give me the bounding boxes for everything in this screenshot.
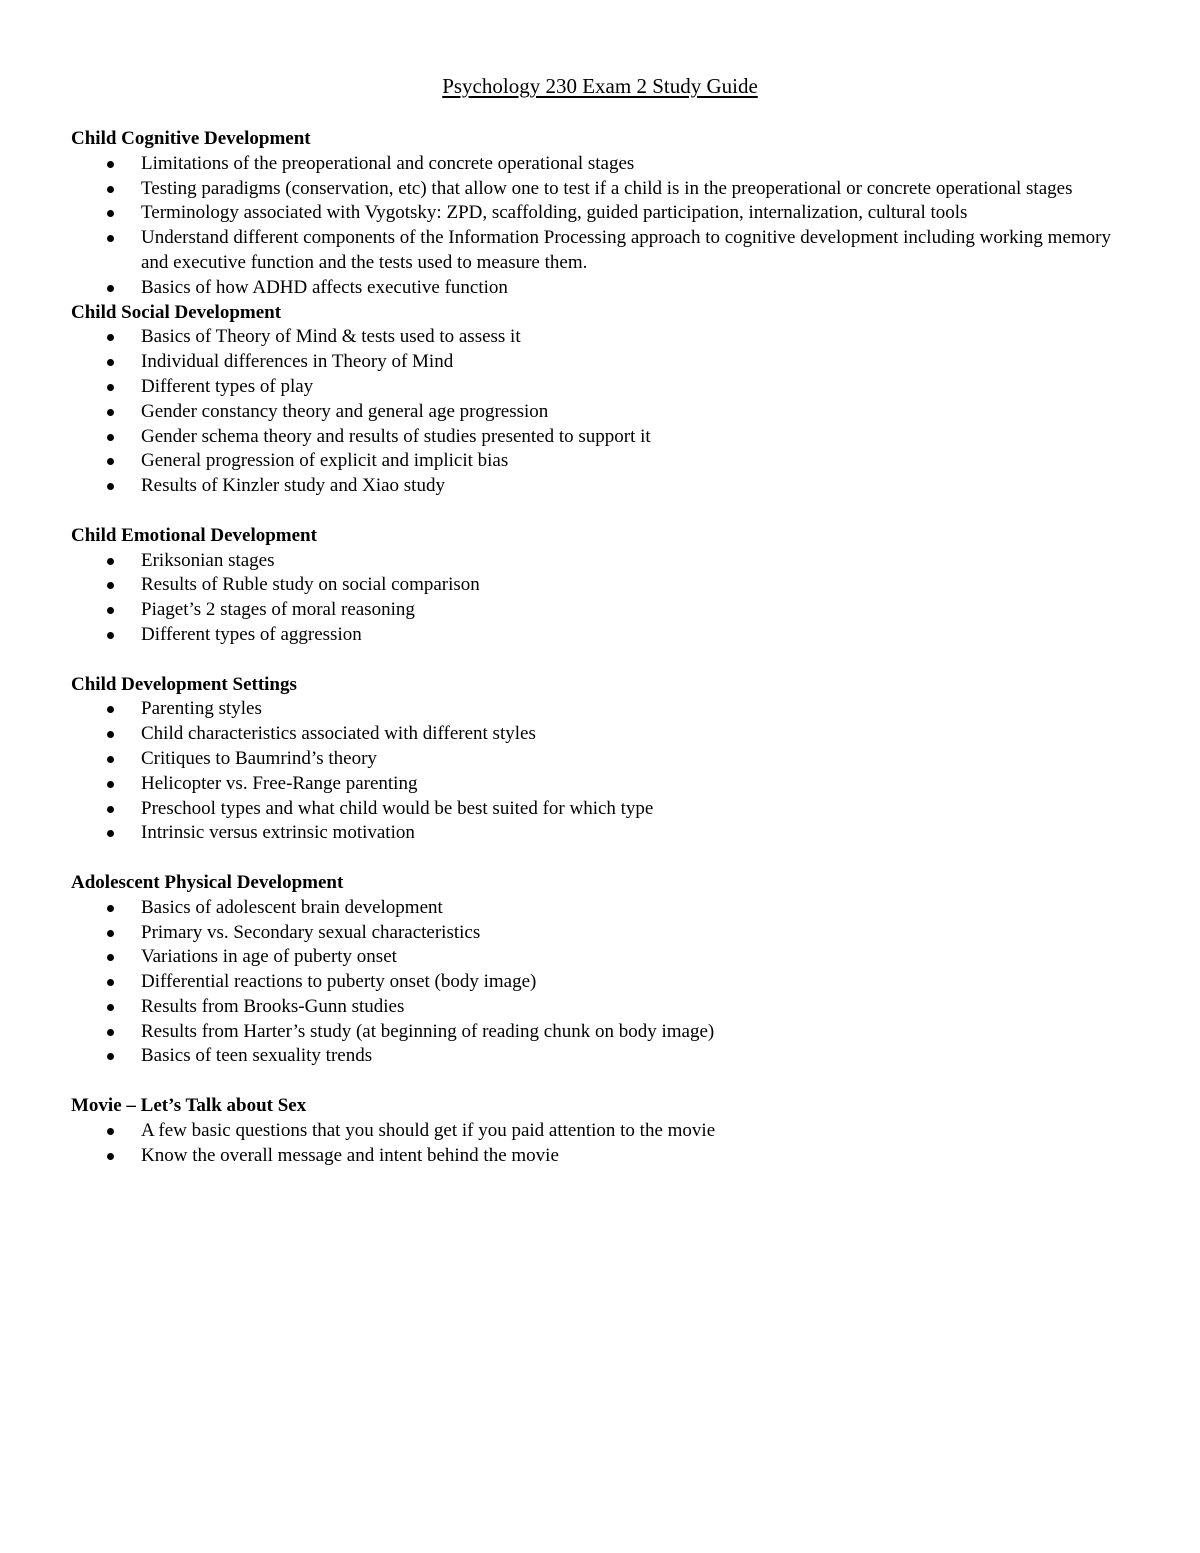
list-item [71,226,1131,276]
list-item [71,449,1131,474]
list-item-text: Differential reactions to puberty onset (body image) [141,971,537,993]
list-item [71,995,1131,1020]
list-item [71,573,1131,598]
bullet-icon [107,830,114,837]
bullet-icon [107,334,114,341]
list-item-text: Basics of teen sexuality trends [141,1045,373,1067]
bullet-icon [107,186,114,193]
bullet-list [71,896,1131,1070]
list-item [71,474,1131,499]
list-item-text: Piaget’s 2 stages of moral reasoning [141,599,415,621]
bullet-icon [107,1153,114,1160]
list-item [71,623,1131,648]
document-title: Psychology 230 Exam 2 Study Guide [442,74,758,98]
list-item-text: Terminology associated with Vygotsky: ZPD, scaffolding, guided participation, internalization, cultural tools [141,202,968,224]
bullet-icon [107,161,114,168]
section-heading: Child Emotional Development [71,524,317,546]
bullet-icon [107,756,114,763]
list-item [71,797,1131,822]
list-item [71,896,1131,921]
section-heading: Movie – Let’s Talk about Sex [71,1095,307,1117]
list-item-text: Different types of play [141,375,314,397]
list-item [71,1119,1131,1144]
list-item [71,375,1131,400]
bullet-list [71,152,1131,301]
bullet-icon [107,558,114,565]
bullet-icon [107,1029,114,1036]
list-item-text: Eriksonian stages [141,549,275,571]
list-item [71,945,1131,970]
bullet-icon [107,483,114,490]
section-heading: Child Social Development [71,301,282,323]
bullet-icon [107,384,114,391]
section-child-cognitive-development [71,127,1131,301]
document-body [71,127,1131,1168]
list-item-text: Results of Ruble study on social comparison [141,574,480,596]
list-item-text: Variations in age of puberty onset [141,946,397,968]
list-item [71,1020,1131,1045]
bullet-icon [107,582,114,589]
bullet-icon [107,979,114,986]
list-item-text: Preschool types and what child would be best suited for which type [141,797,654,819]
bullet-list [71,325,1131,499]
list-item-text: Intrinsic versus extrinsic motivation [141,822,415,844]
bullet-icon [107,285,114,292]
list-item-text: Results of Kinzler study and Xiao study [141,475,445,497]
list-item [71,697,1131,722]
list-item-text: Know the overall message and intent behind the movie [141,1144,559,1166]
section-movie [71,1094,1131,1168]
list-item [71,772,1131,797]
section-heading: Child Development Settings [71,673,297,695]
list-item-text: Primary vs. Secondary sexual characteristics [141,921,481,943]
list-item-text: Limitations of the preoperational and concrete operational stages [141,152,635,174]
bullet-list [71,697,1131,846]
section-heading: Child Cognitive Development [71,128,311,149]
list-item [71,970,1131,995]
list-item [71,1144,1131,1169]
list-item [71,425,1131,450]
list-item-text: Basics of how ADHD affects executive function [141,276,508,298]
list-item-text: Different types of aggression [141,623,362,645]
bullet-icon [107,434,114,441]
section-child-emotional-development [71,524,1131,648]
bullet-icon [107,1004,114,1011]
list-item-text: Helicopter vs. Free-Range parenting [141,772,418,794]
bullet-list [71,1119,1131,1169]
bullet-icon [107,607,114,614]
list-item-text: Parenting styles [141,698,262,720]
bullet-icon [107,954,114,961]
list-item [71,276,1131,301]
list-item-text: Critiques to Baumrind’s theory [141,747,377,769]
bullet-icon [107,930,114,937]
list-item [71,350,1131,375]
list-item [71,201,1131,226]
list-item-text: Results from Harter’s study (at beginning of reading chunk on body image) [141,1020,715,1042]
list-item [71,400,1131,425]
bullet-icon [107,781,114,788]
bullet-icon [107,905,114,912]
list-item [71,549,1131,574]
list-item-text: General progression of explicit and implicit bias [141,450,509,472]
list-item [71,722,1131,747]
bullet-icon [107,731,114,738]
bullet-icon [107,210,114,217]
list-item [71,747,1131,772]
bullet-icon [107,409,114,416]
list-item [71,1044,1131,1069]
list-item [71,598,1131,623]
section-heading: Adolescent Physical Development [71,871,344,893]
bullet-icon [107,1128,114,1135]
list-item-text: Understand different components of the Information Processing approach to cognitive development including working memory and executive function and the tests used to measure them. [141,227,1111,273]
list-item [71,152,1131,177]
bullet-icon [107,706,114,713]
list-item-text: Gender schema theory and results of studies presented to support it [141,425,651,447]
bullet-icon [107,632,114,639]
list-item [71,821,1131,846]
list-item-text: Results from Brooks-Gunn studies [141,995,405,1017]
bullet-icon [107,235,114,242]
list-item-text: Individual differences in Theory of Mind [141,351,454,373]
list-item [71,325,1131,350]
bullet-list [71,549,1131,648]
list-item-text: Child characteristics associated with different styles [141,723,536,745]
section-child-development-settings [71,673,1131,847]
list-item-text: Basics of Theory of Mind & tests used to assess it [141,326,521,348]
section-adolescent-physical-development [71,871,1131,1069]
list-item-text: Basics of adolescent brain development [141,896,443,918]
list-item [71,921,1131,946]
list-item-text: Testing paradigms (conservation, etc) that allow one to test if a child is in the preoperational or concrete operational stages [141,177,1073,199]
bullet-icon [107,1053,114,1060]
bullet-icon [107,458,114,465]
list-item-text: A few basic questions that you should get if you paid attention to the movie [141,1119,716,1141]
list-item-text: Gender constancy theory and general age progression [141,400,549,422]
section-child-social-development [71,301,1131,499]
list-item [71,177,1131,202]
bullet-icon [107,359,114,366]
bullet-icon [107,806,114,813]
